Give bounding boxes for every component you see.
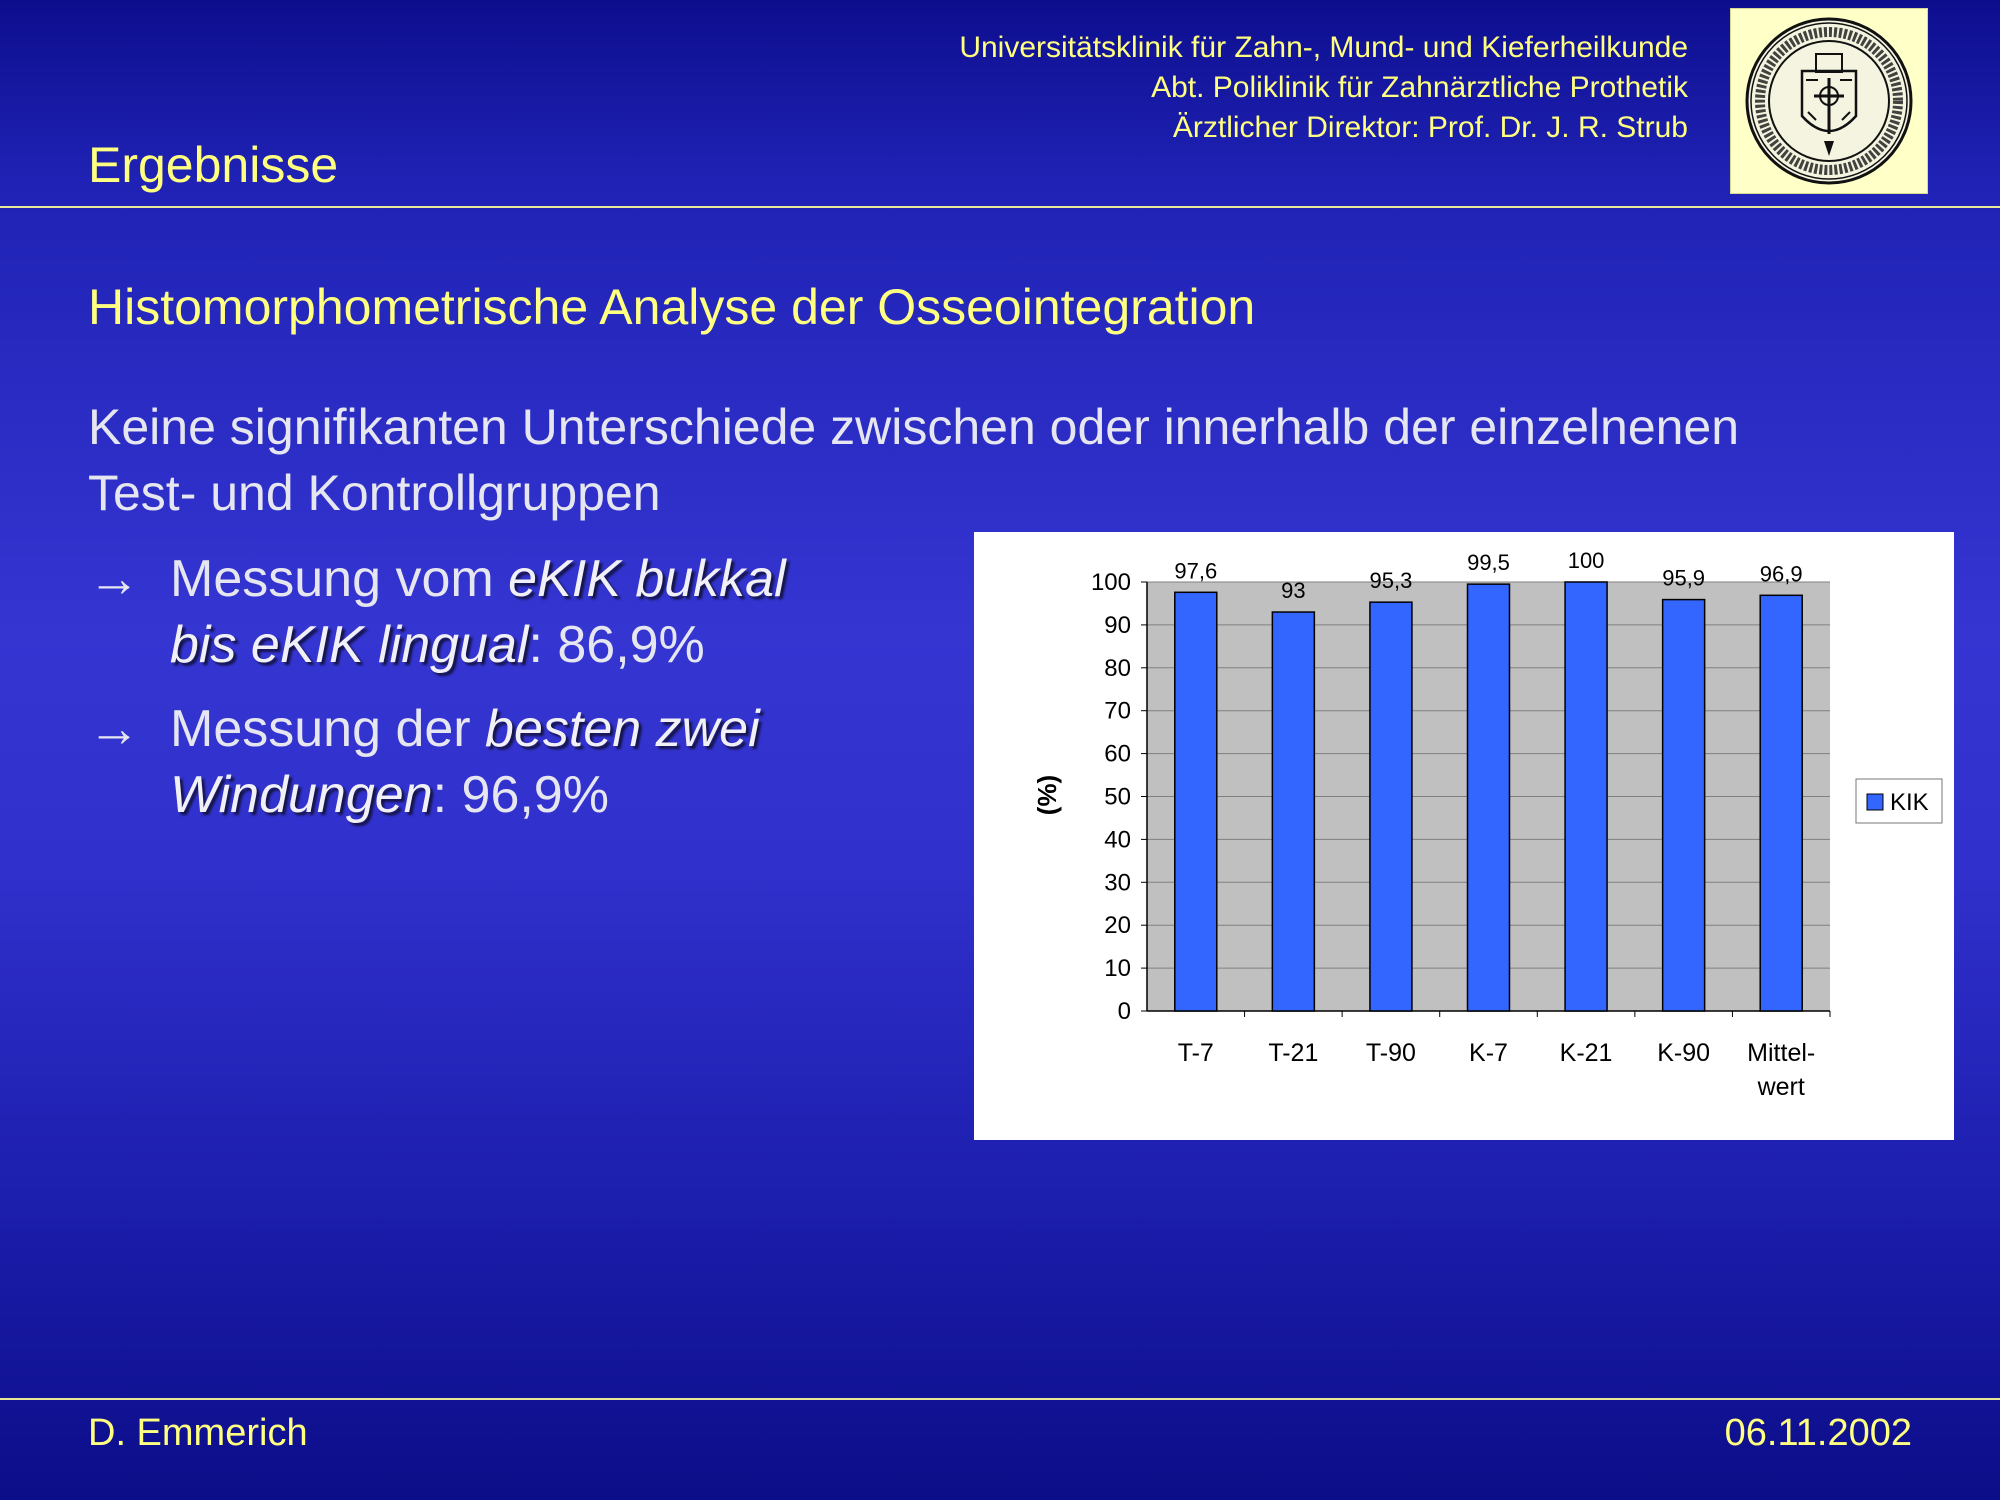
bar: [1760, 595, 1802, 1011]
y-tick-label: 20: [1104, 912, 1131, 940]
bullet-emphasis-1: eKIK bukkal: [508, 550, 786, 608]
institution-line-3: Ärztlicher Direktor: Prof. Dr. J. R. Strub: [1172, 111, 1688, 144]
y-tick-label: 10: [1104, 955, 1131, 983]
page-title: Ergebnisse: [88, 137, 339, 193]
university-seal-logo: [1730, 8, 1928, 194]
y-tick-label: 100: [1090, 569, 1131, 596]
footer-author: D. Emmerich: [88, 1412, 308, 1454]
y-tick-label: 0: [1117, 998, 1131, 1025]
y-tick-label: 30: [1104, 869, 1131, 897]
seal-icon: [1744, 16, 1914, 186]
y-axis-label: (%): [1032, 774, 1062, 816]
arrow-bullet-icon: →: [88, 700, 140, 758]
data-label: 97,6: [1174, 558, 1218, 584]
data-label: 100: [1567, 548, 1605, 573]
y-tick-label: 70: [1104, 697, 1131, 725]
bar: [1175, 592, 1217, 1011]
y-tick-label: 60: [1104, 740, 1131, 768]
data-label: 93: [1281, 578, 1306, 604]
header-divider: [0, 206, 2000, 208]
x-tick-label: K-90: [1657, 1039, 1711, 1067]
intro-line-1: Keine signifikanten Unterschiede zwischen oder innerhalb der einzelnenen: [88, 399, 1740, 455]
bullet-text: [170, 696, 890, 828]
bar: [1468, 584, 1510, 1011]
bar: [1565, 582, 1607, 1011]
bullet-text: [170, 546, 890, 678]
y-tick-label: 50: [1104, 783, 1131, 811]
y-tick-label: 80: [1104, 654, 1131, 682]
data-label: 96,9: [1759, 561, 1803, 587]
institution-line-1: Universitätsklinik für Zahn-, Mund- und Kieferheilkunde: [959, 31, 1688, 64]
footer-date: 06.11.2002: [1724, 1412, 1912, 1454]
x-tick-label: T-7: [1177, 1039, 1214, 1067]
x-tick-label: Mittel-: [1747, 1039, 1816, 1067]
bar: [1663, 600, 1705, 1011]
bar-chart: [974, 532, 1954, 1140]
bullet-emphasis-2: bis eKIK lingual: [170, 616, 529, 674]
data-label: 99,5: [1467, 550, 1510, 576]
x-tick-label: wert: [1757, 1073, 1805, 1101]
footer-divider: [0, 1398, 2000, 1400]
x-tick-label: K-7: [1469, 1039, 1508, 1067]
bullet-emphasis-1: besten zwei: [485, 700, 760, 758]
y-tick-label: 40: [1104, 826, 1131, 854]
x-tick-label: K-21: [1559, 1039, 1613, 1067]
bullet-post: : 96,9%: [432, 766, 609, 824]
data-label: 95,9: [1662, 565, 1706, 591]
institution-header: [959, 28, 1688, 148]
bullet-emphasis-2: Windungen: [170, 766, 433, 824]
bullet-post: : 86,9%: [528, 616, 705, 674]
data-label: 95,3: [1369, 568, 1413, 594]
x-tick-label: T-90: [1365, 1039, 1416, 1067]
bullet-pre: Messung der: [170, 700, 486, 758]
legend-label: KIK: [1890, 789, 1929, 816]
slide-subtitle: Histomorphometrische Analyse der Osseointegration: [88, 279, 1256, 335]
bar: [1272, 612, 1314, 1011]
legend-swatch: [1867, 794, 1883, 810]
intro-line-2: Test- und Kontrollgruppen: [88, 465, 661, 521]
x-tick-label: T-21: [1268, 1039, 1319, 1067]
bullet-pre: Messung vom: [170, 550, 509, 608]
chart-container: [974, 532, 1954, 1140]
bar: [1370, 602, 1412, 1011]
intro-text: [88, 394, 1968, 526]
y-tick-label: 90: [1104, 611, 1131, 639]
arrow-bullet-icon: →: [88, 550, 140, 608]
institution-line-2: Abt. Poliklinik für Zahnärztliche Prothetik: [1151, 71, 1688, 104]
